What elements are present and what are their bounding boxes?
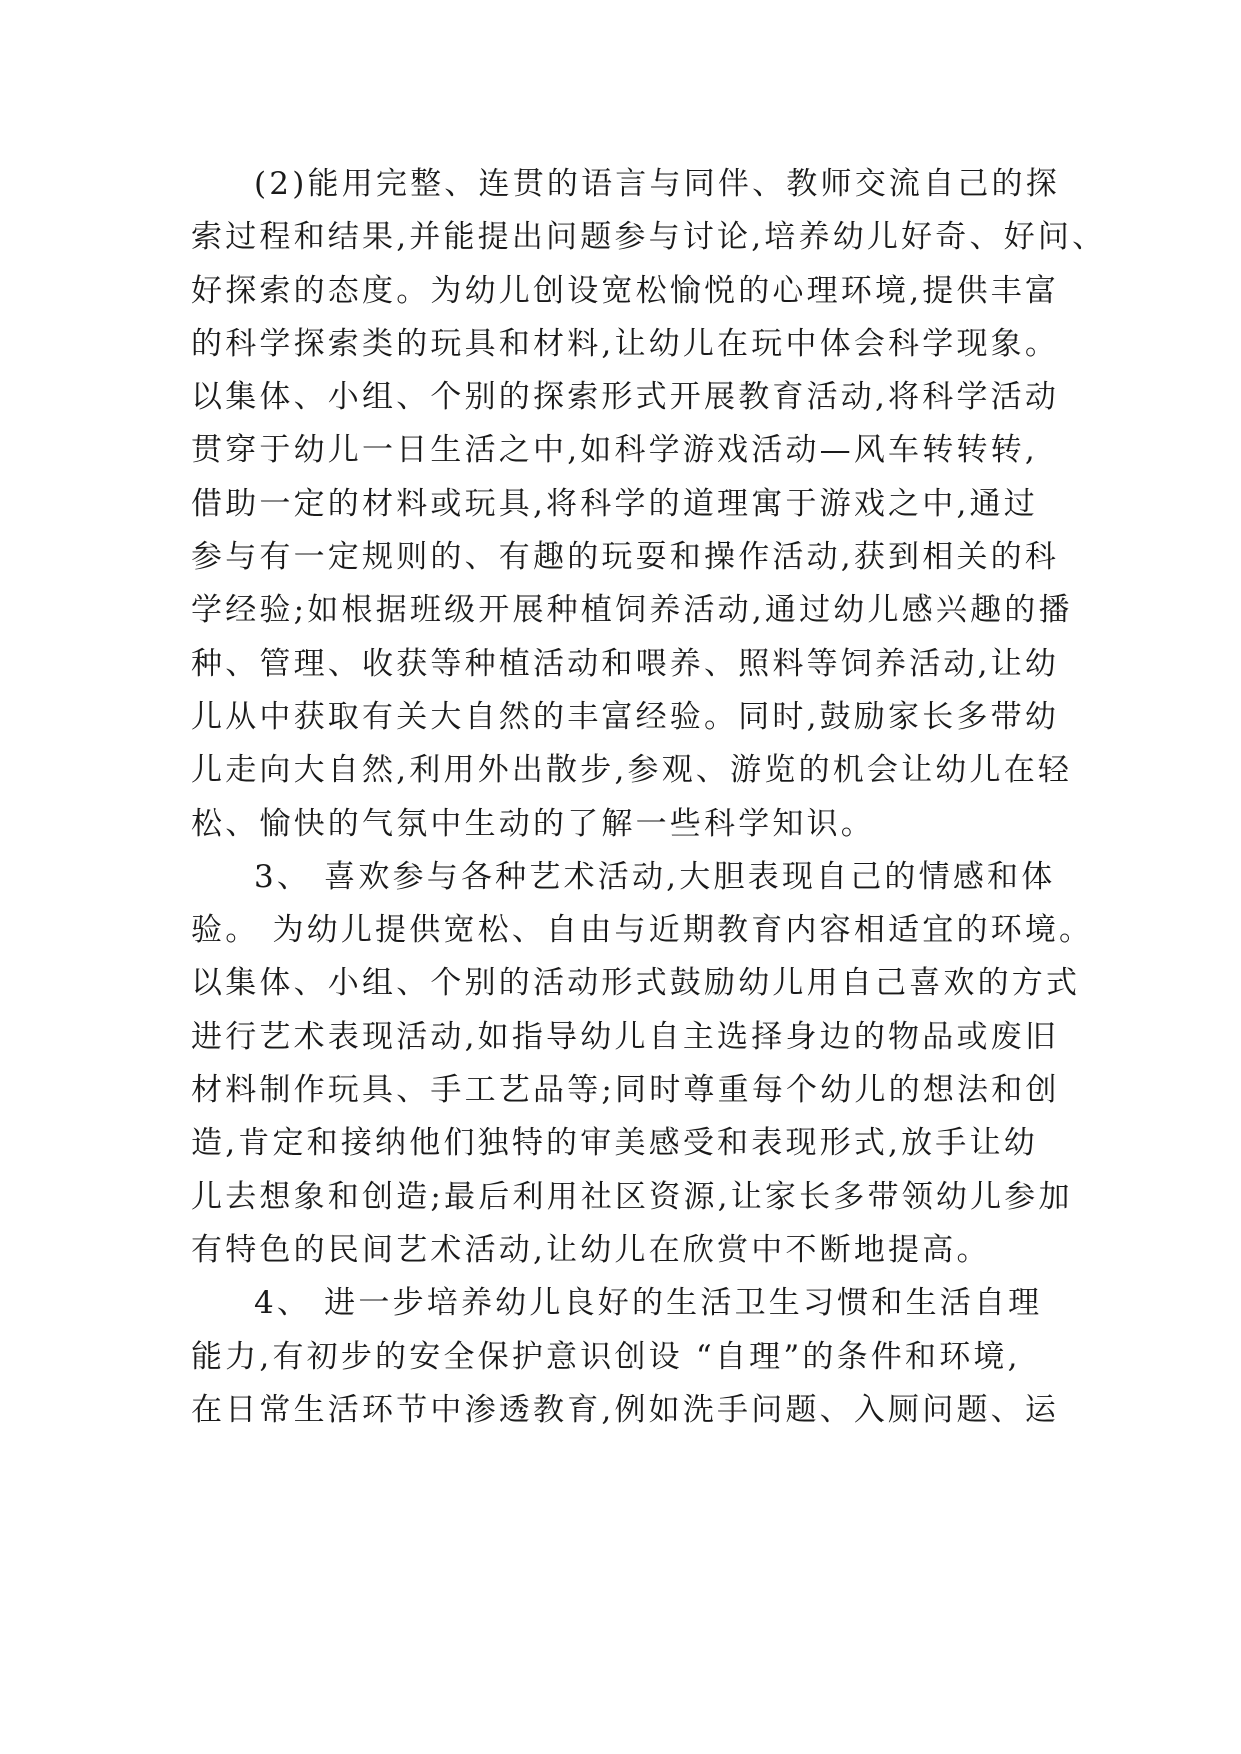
paragraph-2-line-13: 松、愉快的气氛中生动的了解一些科学知识。 (191, 805, 875, 842)
paragraph-3-line-6: 造,肯定和接纳他们独特的审美感受和表现形式,放手让幼 (191, 1125, 1038, 1162)
paragraph-2-line-1: (2)能用完整、连贯的语言与同伴、教师交流自己的探 (254, 166, 1060, 202)
paragraph-2-line-9: 学经验;如根据班级开展种植饲养活动,通过幼儿感兴趣的播 (191, 592, 1073, 629)
paragraph-2-line-8: 参与有一定规则的、有趣的玩耍和操作活动,获到相关的科 (191, 539, 1060, 576)
paragraph-2-line-10: 种、管理、收获等种植活动和喂养、照料等饲养活动,让幼 (191, 645, 1060, 682)
paragraph-3-line-3: 以集体、小组、个别的活动形式鼓励幼儿用自己喜欢的方式 (191, 965, 1081, 1002)
paragraph-4-line-2: 能力,有初步的安全保护意识创设 “自理”的条件和环境, (191, 1338, 1021, 1375)
paragraph-2-line-2: 索过程和结果,并能提出问题参与讨论,培养幼儿好奇、好问、 (191, 219, 1107, 256)
paragraph-2-line-6: 贯穿于幼儿一日生活之中,如科学游戏活动—风车转转转, (191, 432, 1038, 469)
paragraph-2-line-7: 借助一定的材料或玩具,将科学的道理寓于游戏之中,通过 (191, 485, 1038, 522)
paragraph-2-line-4: 的科学探索类的玩具和材料,让幼儿在玩中体会科学现象。 (191, 325, 1060, 362)
paragraph-3-line-4: 进行艺术表现活动,如指导幼儿自主选择身边的物品或废旧 (191, 1018, 1060, 1055)
paragraph-3-line-7: 儿去想象和创造;最后利用社区资源,让家长多带领幼儿参加 (191, 1178, 1073, 1215)
paragraph-2-line-11: 儿从中获取有关大自然的丰富经验。同时,鼓励家长多带幼 (191, 698, 1060, 735)
paragraph-2-line-12: 儿走向大自然,利用外出散步,参观、游览的机会让幼儿在轻 (191, 752, 1073, 789)
paragraph-3-line-1: 3、 喜欢参与各种艺术活动,大胆表现自己的情感和体 (254, 858, 1056, 895)
paragraph-3-line-5: 材料制作玩具、手工艺品等;同时尊重每个幼儿的想法和创 (191, 1072, 1060, 1109)
body-text (191, 158, 1107, 1437)
paragraph-3-line-8: 有特色的民间艺术活动,让幼儿在欣赏中不断地提高。 (191, 1231, 991, 1268)
paragraph-2-line-3: 好探索的态度。为幼儿创设宽松愉悦的心理环境,提供丰富 (191, 272, 1060, 309)
paragraph-4-line-1: 4、 进一步培养幼儿良好的生活卫生习惯和生活自理 (254, 1285, 1043, 1322)
paragraph-3-line-2: 验。 为幼儿提供宽松、自由与近期教育内容相适宜的环境。 (191, 912, 1094, 949)
paragraph-4-line-3: 在日常生活环节中渗透教育,例如洗手问题、入厕问题、运 (191, 1391, 1060, 1428)
paragraph-2-line-5: 以集体、小组、个别的探索形式开展教育活动,将科学活动 (191, 379, 1060, 416)
